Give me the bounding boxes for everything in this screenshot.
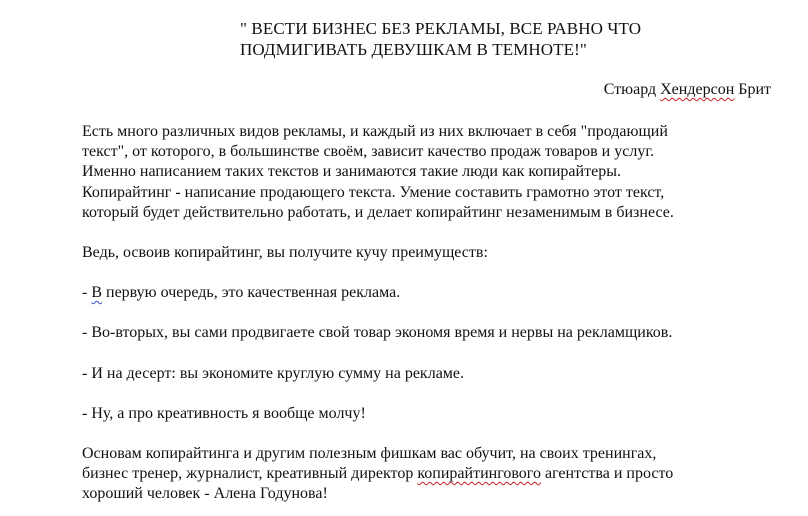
- intro-paragraph: [82, 122, 762, 223]
- closing-line-3: хороший человек - Алена Годунова!: [82, 485, 328, 503]
- intro-line-3: Именно написанием таких текстов и занимаются такие люди как копирайтеры.: [82, 163, 621, 181]
- closing-paragraph: [82, 444, 762, 505]
- bullet-4: - Ну, а про креативность я вообще молчу!: [82, 404, 366, 422]
- closing-line-2-end: агентства и просто: [540, 465, 674, 483]
- author-first-name: Стюард: [603, 81, 661, 98]
- intro-line-1: Есть много различных видов рекламы, и каждый из них включает в себя "продающий: [82, 123, 668, 140]
- author-surname: Хендерсон: [660, 81, 735, 98]
- intro-line-2: текст", от которого, в большинстве своём, зависит качество продаж товаров и услуг.: [82, 143, 655, 161]
- author-last-name: Брит: [734, 81, 771, 98]
- bullet-1: [82, 283, 762, 303]
- closing-line-1: Основам копирайтинга и другим полезным фишкам вас обучит, на своих тренингах,: [82, 445, 657, 463]
- bullet-1-dash: -: [82, 284, 92, 302]
- epigraph-quote: [240, 18, 760, 60]
- bullet-1-first-word: В: [91, 284, 102, 302]
- bullet-1-rest: первую очередь, это качественная реклама.: [102, 284, 401, 302]
- bullet-3: - И на десерт: вы экономите круглую сумму на рекламе.: [82, 364, 465, 382]
- intro-line-4: Копирайтинг - написание продающего текста. Умение составить грамотно этот текст,: [82, 183, 665, 201]
- bullet-2: - Во-вторых, вы сами продвигаете свой товар экономя время и нервы на рекламщиков.: [82, 324, 673, 342]
- intro-line-5: который будет действительно работать, и делает копирайтинг незаменимым в бизнесе.: [82, 203, 674, 221]
- quote-line-2: ПОДМИГИВАТЬ ДЕВУШКАМ В ТЕМНОТЕ!": [240, 40, 587, 59]
- closing-line-2-squiggle-word: копирайтингового: [417, 465, 541, 483]
- closing-line-2: [82, 464, 762, 484]
- advantages-intro: Ведь, освоив копирайтинг, вы получите кучу преимуществ:: [82, 244, 488, 262]
- closing-line-2-start: бизнес тренер, журналист, креативный директор: [82, 465, 418, 483]
- document-body: [82, 122, 762, 505]
- quote-author: [604, 80, 771, 99]
- quote-line-1: " ВЕСТИ БИЗНЕС БЕЗ РЕКЛАМЫ, ВСЕ РАВНО ЧТО: [240, 19, 642, 38]
